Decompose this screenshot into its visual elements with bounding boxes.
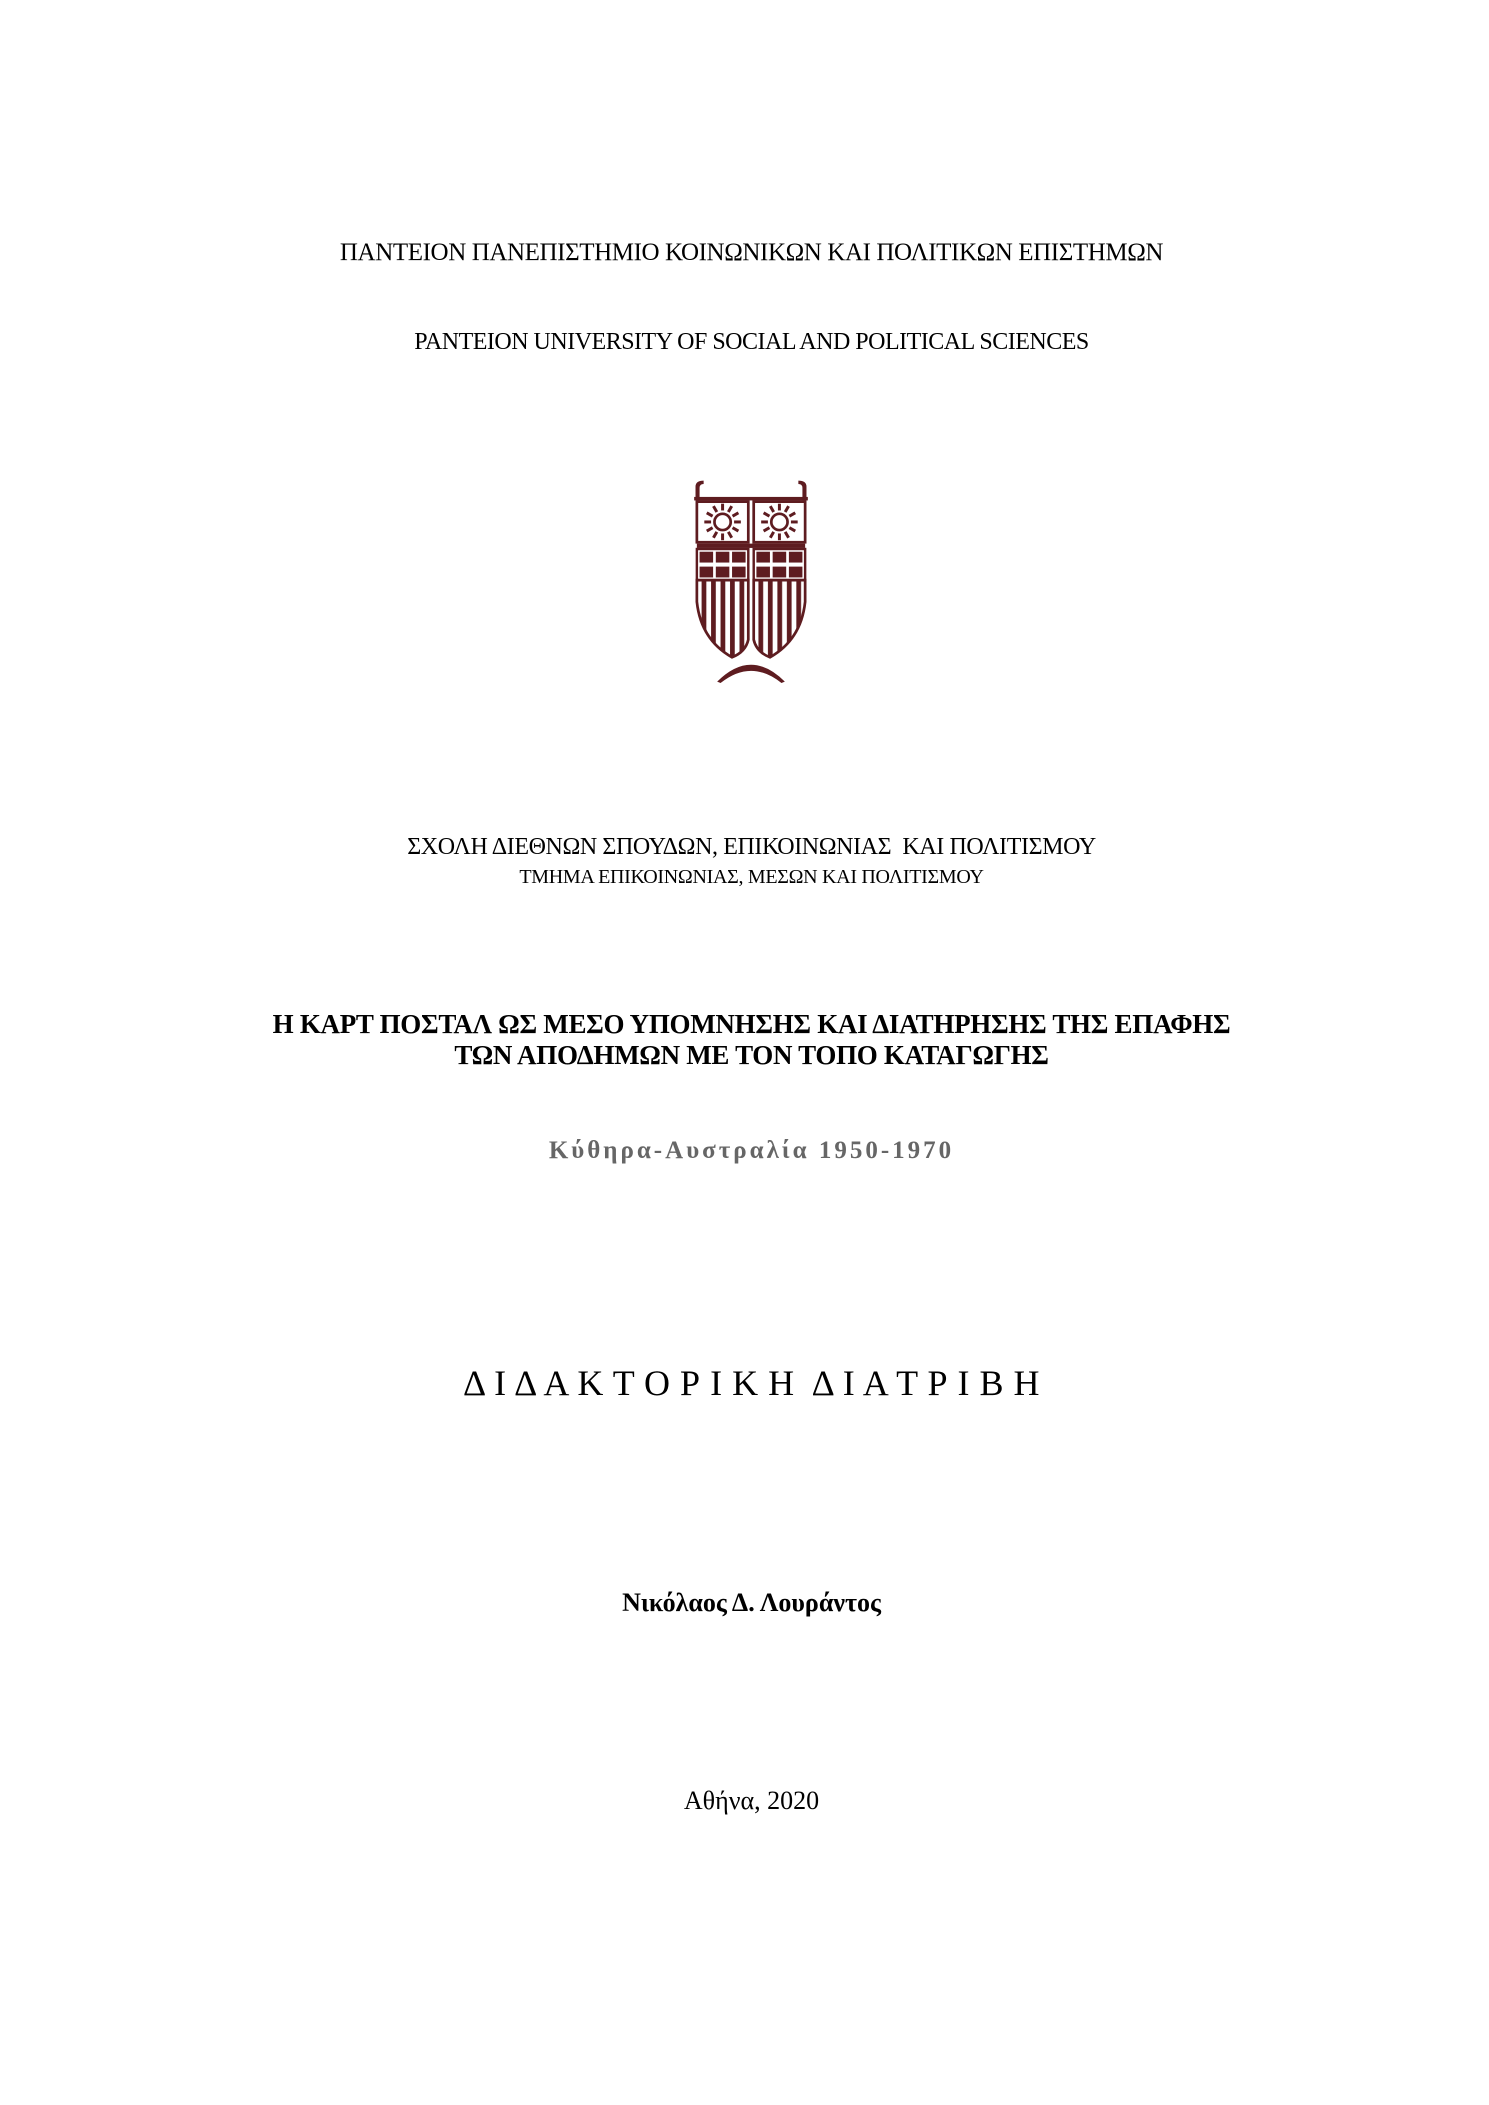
- thesis-title-line-2: ΤΩΝ ΑΠΟΔΗΜΩΝ ΜΕ ΤΟΝ ΤΟΠΟ ΚΑΤΑΓΩΓΗΣ: [454, 1040, 1049, 1070]
- school-name: ΣΧΟΛΗ ΔΙΕΘΝΩΝ ΣΠΟΥΔΩΝ, ΕΠΙΚΟΙΝΩΝΙΑΣ ΚΑΙ ΠΟΛΙΤΙΣΜΟΥ: [407, 834, 1096, 860]
- university-name-greek: ΠΑΝΤΕΙΟΝ ΠΑΝΕΠΙΣΤΗΜΙΟ ΚΟΙΝΩΝΙΚΩΝ ΚΑΙ ΠΟΛΙΤΙΚΩΝ ΕΠΙΣΤΗΜΩΝ: [339, 239, 1164, 266]
- thesis-title-line-1: Η ΚΑΡΤ ΠΟΣΤΑΛ ΩΣ ΜΕΣΟ ΥΠΟΜΝΗΣΗΣ ΚΑΙ ΔΙΑΤΗΡΗΣΗΣ ΤΗΣ ΕΠΑΦΗΣ: [272, 1009, 1231, 1039]
- university-name-english: PANTEION UNIVERSITY OF SOCIAL AND POLITICAL SCIENCES: [414, 329, 1089, 355]
- thesis-subtitle: Κύθηρα-Αυστραλία 1950-1970: [548, 1137, 955, 1164]
- place-and-date: Αθήνα, 2020: [683, 1786, 820, 1815]
- author-name: Νικόλαος Δ. Λουράντος: [622, 1588, 881, 1617]
- crest-arc: [717, 665, 785, 683]
- department-name: ΤΜΗΜΑ ΕΠΙΚΟΙΝΩΝΙΑΣ, ΜΕΣΩΝ ΚΑΙ ΠΟΛΙΤΙΣΜΟΥ: [519, 866, 984, 888]
- crest-finials: [694, 481, 808, 501]
- sun-right-icon: [761, 504, 798, 541]
- university-crest-icon: [690, 480, 812, 683]
- crest-shield-halves: [697, 580, 805, 657]
- document-type: Δ Ι Δ Α Κ Τ Ο Ρ Ι Κ Η Δ Ι Α Τ Ρ Ι Β Η: [463, 1363, 1040, 1403]
- sun-left-icon: [704, 504, 741, 541]
